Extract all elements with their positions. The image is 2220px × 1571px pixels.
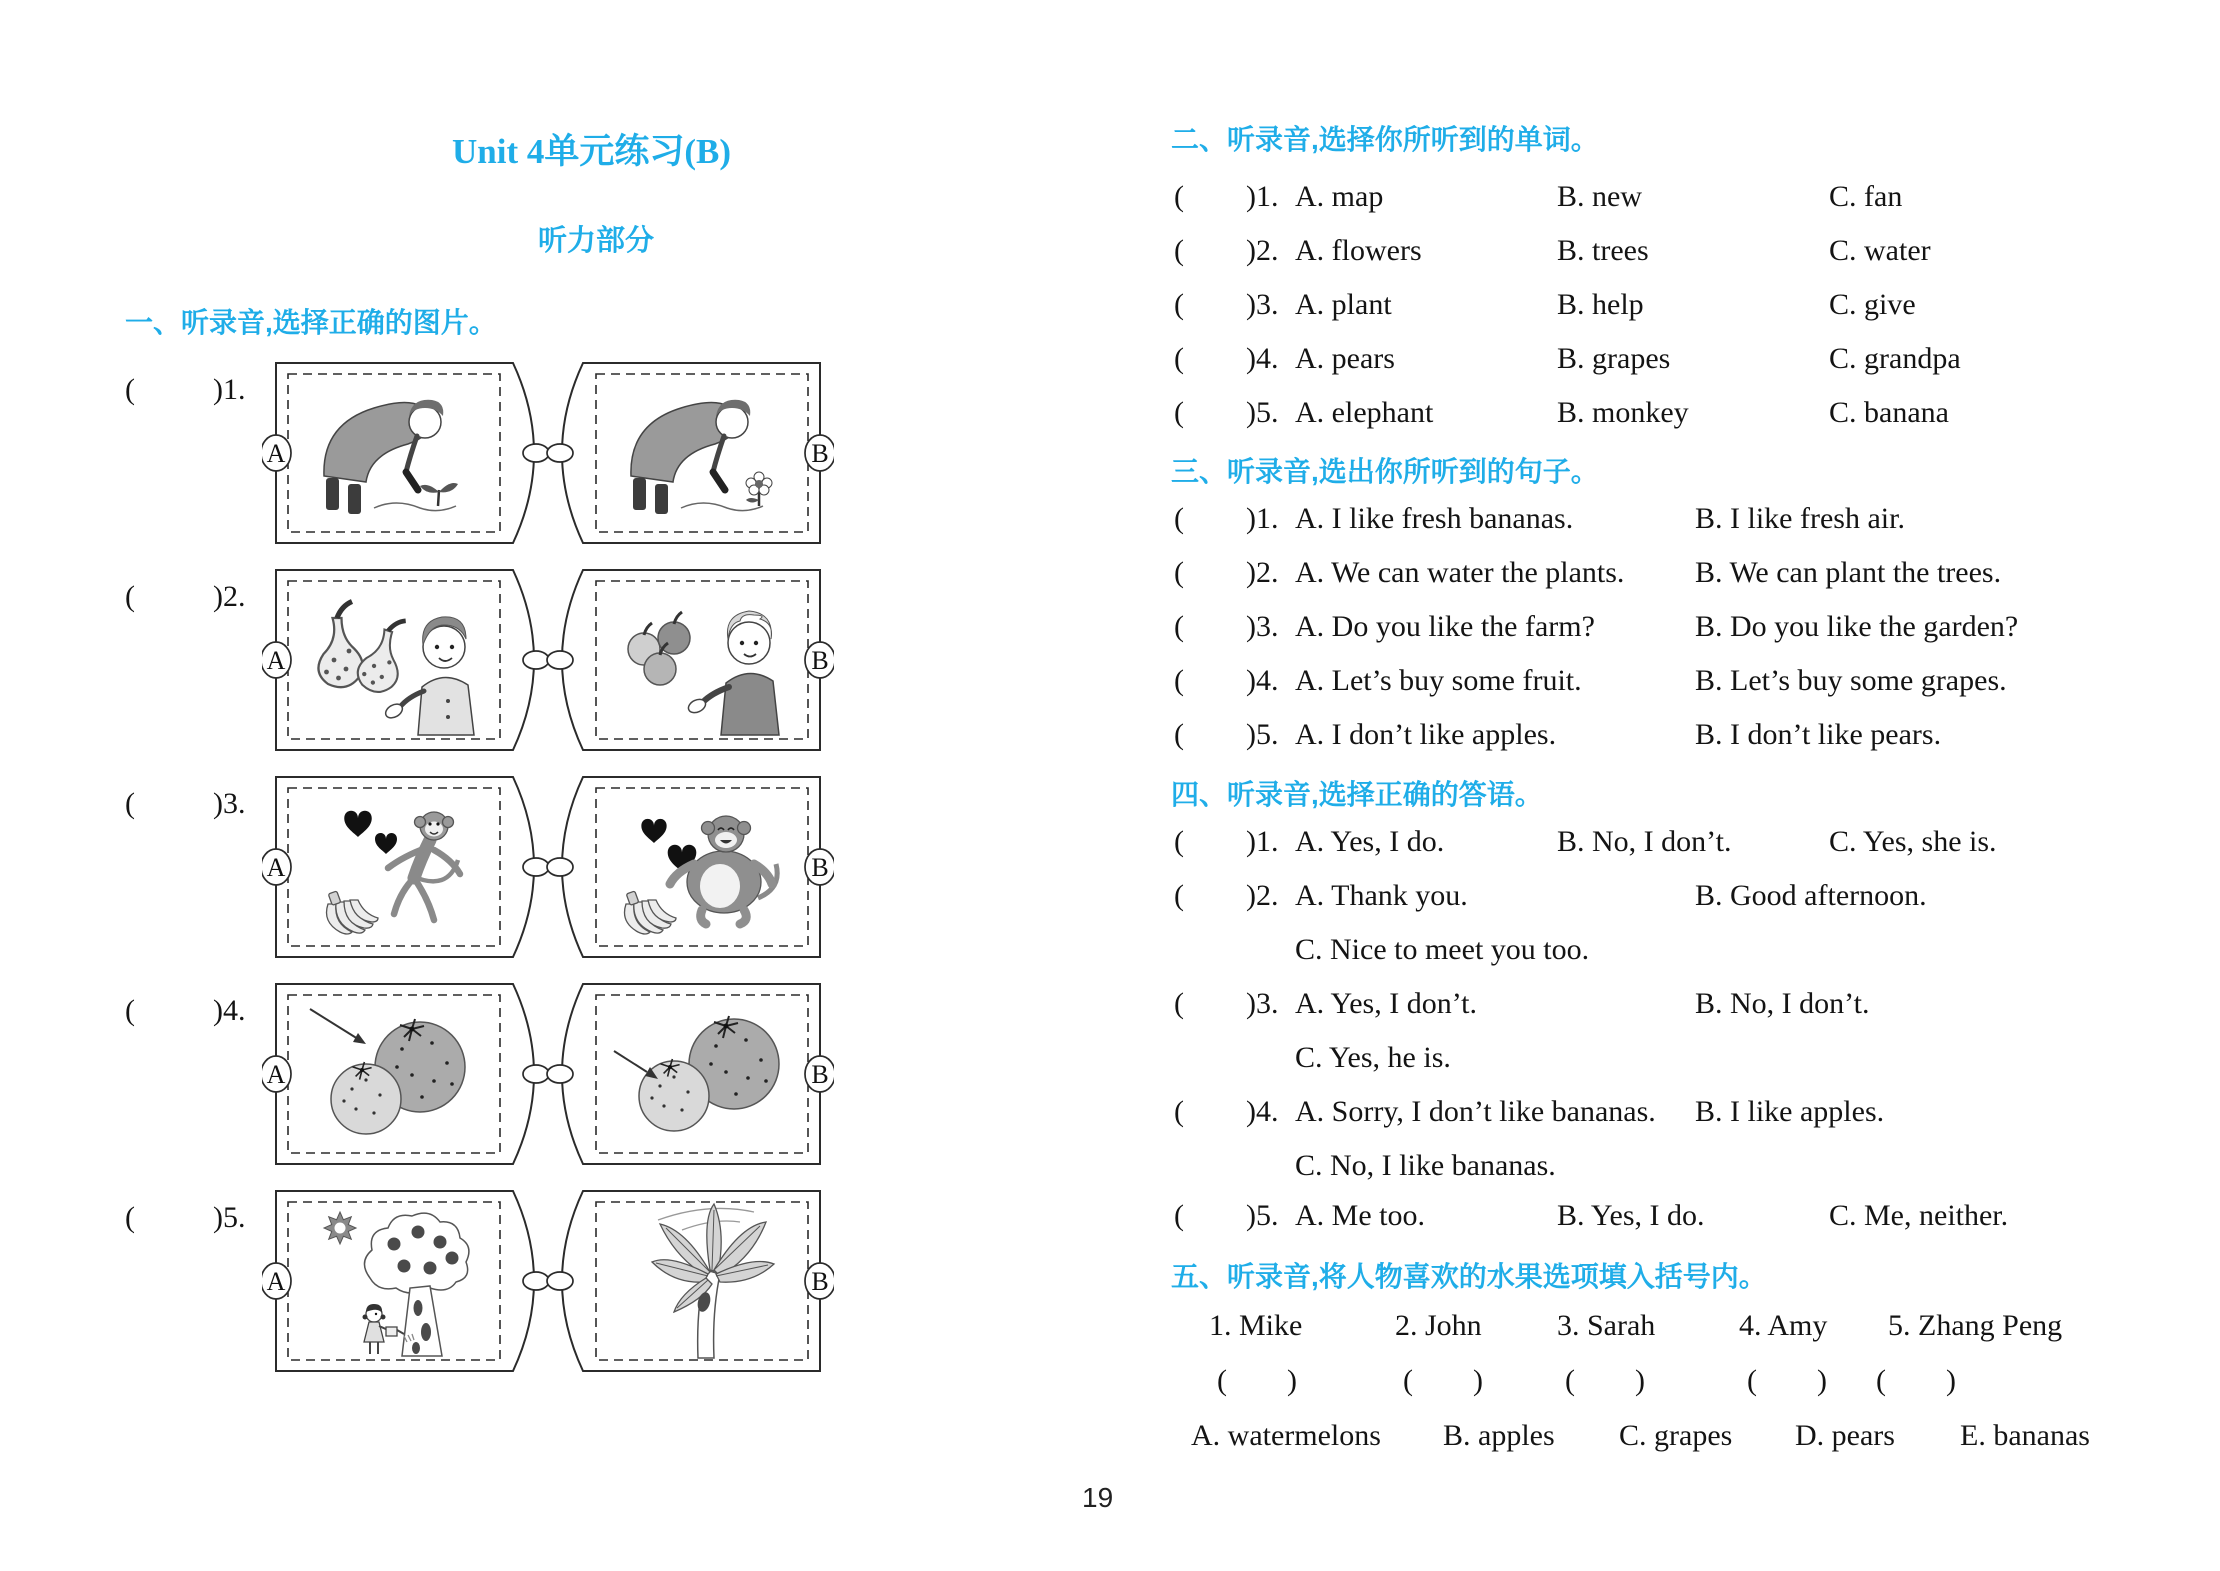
question-number: )4. [1246,342,1279,375]
option-a: A. flowers [1295,234,1422,267]
question-number: )1. [1246,825,1279,858]
option-c: C. Yes, she is. [1829,825,1997,858]
option-a: A. I like fresh bananas. [1295,502,1574,535]
question-number: )2. [1246,234,1279,267]
answer-paren-open: ( [1876,1364,1886,1397]
svg-text:B: B [811,646,829,675]
section2-heading: 二、听录音,选择你所听到的单词。 [1171,124,1599,155]
fruit-option: D. pears [1795,1419,1895,1452]
question-number: )5. [1246,396,1279,429]
page-title: Unit 4单元练习(B) [452,132,732,171]
answer-paren-open: ( [1174,610,1184,643]
option-a-badge [262,435,291,471]
option-c: C. Nice to meet you too. [1295,933,1590,966]
sun-icon [324,1212,356,1244]
answer-paren-open: ( [1174,234,1184,267]
page-number: 19 [1082,1482,1114,1513]
option-c: C. fan [1829,180,1903,213]
answer-paren-open: ( [1747,1364,1757,1397]
question-number: )5. [213,1201,246,1234]
option-b: B. No, I don’t. [1695,987,1870,1020]
svg-text:B: B [811,1267,829,1296]
option-a-badge [262,1263,291,1299]
option-a: A. elephant [1295,396,1434,429]
question-number: )5. [1246,1199,1279,1232]
option-b-badge [805,1056,834,1092]
answer-paren-open: ( [1174,718,1184,751]
option-c: C. No, I like bananas. [1295,1149,1556,1182]
answer-paren-open: ( [1174,664,1184,697]
option-c: C. water [1829,234,1931,267]
option-b: B. grapes [1557,342,1671,375]
answer-paren-open: ( [1174,288,1184,321]
fruit-option: C. grapes [1619,1419,1733,1452]
link-connector-icon [523,651,573,669]
listening-part-title: 听力部分 [538,225,655,257]
answer-paren-open: ( [125,1201,135,1234]
fruit-option: B. apples [1443,1419,1555,1452]
option-a: A. Me too. [1295,1199,1425,1232]
answer-paren-open: ( [1403,1364,1413,1397]
option-b: B. I like fresh air. [1695,502,1905,535]
person-name: 3. Sarah [1557,1309,1656,1342]
link-connector-icon [523,1272,573,1290]
answer-paren-close: ) [1946,1364,1956,1397]
option-c: C. grandpa [1829,342,1961,375]
option-a: A. I don’t like apples. [1295,718,1557,751]
svg-text:A: A [266,853,286,882]
option-a: A. plant [1295,288,1392,321]
option-b: B. Let’s buy some grapes. [1695,664,2007,697]
picture-pair-3 [262,772,834,962]
question-number: )4. [1246,1095,1279,1128]
answer-paren-open: ( [125,787,135,820]
option-b: B. Good afternoon. [1695,879,1927,912]
option-a: A. Yes, I don’t. [1295,987,1477,1020]
option-b-badge [805,1263,834,1299]
option-a: A. pears [1295,342,1395,375]
option-a-badge [262,642,291,678]
answer-paren-open: ( [1174,879,1184,912]
section3-heading: 三、听录音,选出你所听到的句子。 [1171,456,1599,487]
fruit-option: A. watermelons [1191,1419,1381,1452]
answer-paren-open: ( [1174,180,1184,213]
option-b-badge [805,435,834,471]
option-c: C. banana [1829,396,1949,429]
option-b: B. help [1557,288,1644,321]
question-number: )2. [1246,879,1279,912]
picture-pair-4 [262,979,834,1169]
answer-paren-open: ( [1174,396,1184,429]
option-b-badge [805,642,834,678]
section5-heading: 五、听录音,将人物喜欢的水果选项填入括号内。 [1171,1261,1767,1292]
question-number: )2. [1246,556,1279,589]
answer-paren-open: ( [1174,1095,1184,1128]
question-number: )1. [1246,180,1279,213]
option-a: A. Let’s buy some fruit. [1295,664,1582,697]
answer-paren-open: ( [125,580,135,613]
answer-paren-close: ) [1287,1364,1297,1397]
option-a: A. Do you like the farm? [1295,610,1595,643]
answer-paren-open: ( [1174,556,1184,589]
svg-text:B: B [811,853,829,882]
question-number: )4. [213,994,246,1027]
link-connector-icon [523,858,573,876]
answer-paren-open: ( [1217,1364,1227,1397]
option-a: A. Yes, I do. [1295,825,1445,858]
section4-heading: 四、听录音,选择正确的答语。 [1171,779,1543,810]
question-number: )1. [213,373,246,406]
option-b: B. No, I don’t. [1557,825,1732,858]
answer-paren-close: ) [1635,1364,1645,1397]
option-b: B. monkey [1557,396,1689,429]
option-a: A. Sorry, I don’t like bananas. [1295,1095,1656,1128]
option-b: B. We can plant the trees. [1695,556,2002,589]
svg-text:A: A [266,646,286,675]
link-connector-icon [523,1065,573,1083]
option-c: C. Me, neither. [1829,1199,2009,1232]
option-a: A. map [1295,180,1384,213]
question-number: )5. [1246,718,1279,751]
svg-text:A: A [266,1267,286,1296]
fruit-option: E. bananas [1960,1419,2090,1452]
option-b: B. I don’t like pears. [1695,718,1942,751]
option-b: B. Yes, I do. [1557,1199,1705,1232]
answer-paren-close: ) [1473,1364,1483,1397]
answer-paren-open: ( [1174,987,1184,1020]
option-a-badge [262,1056,291,1092]
option-b: B. trees [1557,234,1649,267]
answer-paren-open: ( [1565,1364,1575,1397]
question-number: )1. [1246,502,1279,535]
person-name: 1. Mike [1209,1309,1303,1342]
picture-pair-5 [262,1186,834,1376]
person-name: 4. Amy [1739,1309,1828,1342]
picture-pair-1 [262,358,834,548]
option-c: C. give [1829,288,1916,321]
answer-paren-open: ( [1174,502,1184,535]
svg-text:B: B [811,1060,829,1089]
question-number: )3. [213,787,246,820]
section1-heading: 一、听录音,选择正确的图片。 [125,307,497,338]
person-name: 2. John [1395,1309,1482,1342]
option-a: A. We can water the plants. [1295,556,1625,589]
answer-paren-open: ( [125,373,135,406]
person-name: 5. Zhang Peng [1888,1309,2063,1342]
option-c: C. Yes, he is. [1295,1041,1451,1074]
link-connector-icon [523,444,573,462]
question-number: )4. [1246,664,1279,697]
option-a: A. Thank you. [1295,879,1468,912]
question-number: )3. [1246,987,1279,1020]
option-b: B. new [1557,180,1642,213]
svg-text:A: A [266,1060,286,1089]
option-b: B. I like apples. [1695,1095,1885,1128]
answer-paren-close: ) [1817,1364,1827,1397]
option-a-badge [262,849,291,885]
question-number: )3. [1246,610,1279,643]
svg-text:A: A [266,439,286,468]
answer-paren-open: ( [1174,1199,1184,1232]
option-b-badge [805,849,834,885]
answer-paren-open: ( [1174,342,1184,375]
question-number: )3. [1246,288,1279,321]
answer-paren-open: ( [125,994,135,1027]
option-b: B. Do you like the garden? [1695,610,2019,643]
question-number: )2. [213,580,246,613]
svg-text:B: B [811,439,829,468]
answer-paren-open: ( [1174,825,1184,858]
picture-pair-2 [262,565,834,755]
